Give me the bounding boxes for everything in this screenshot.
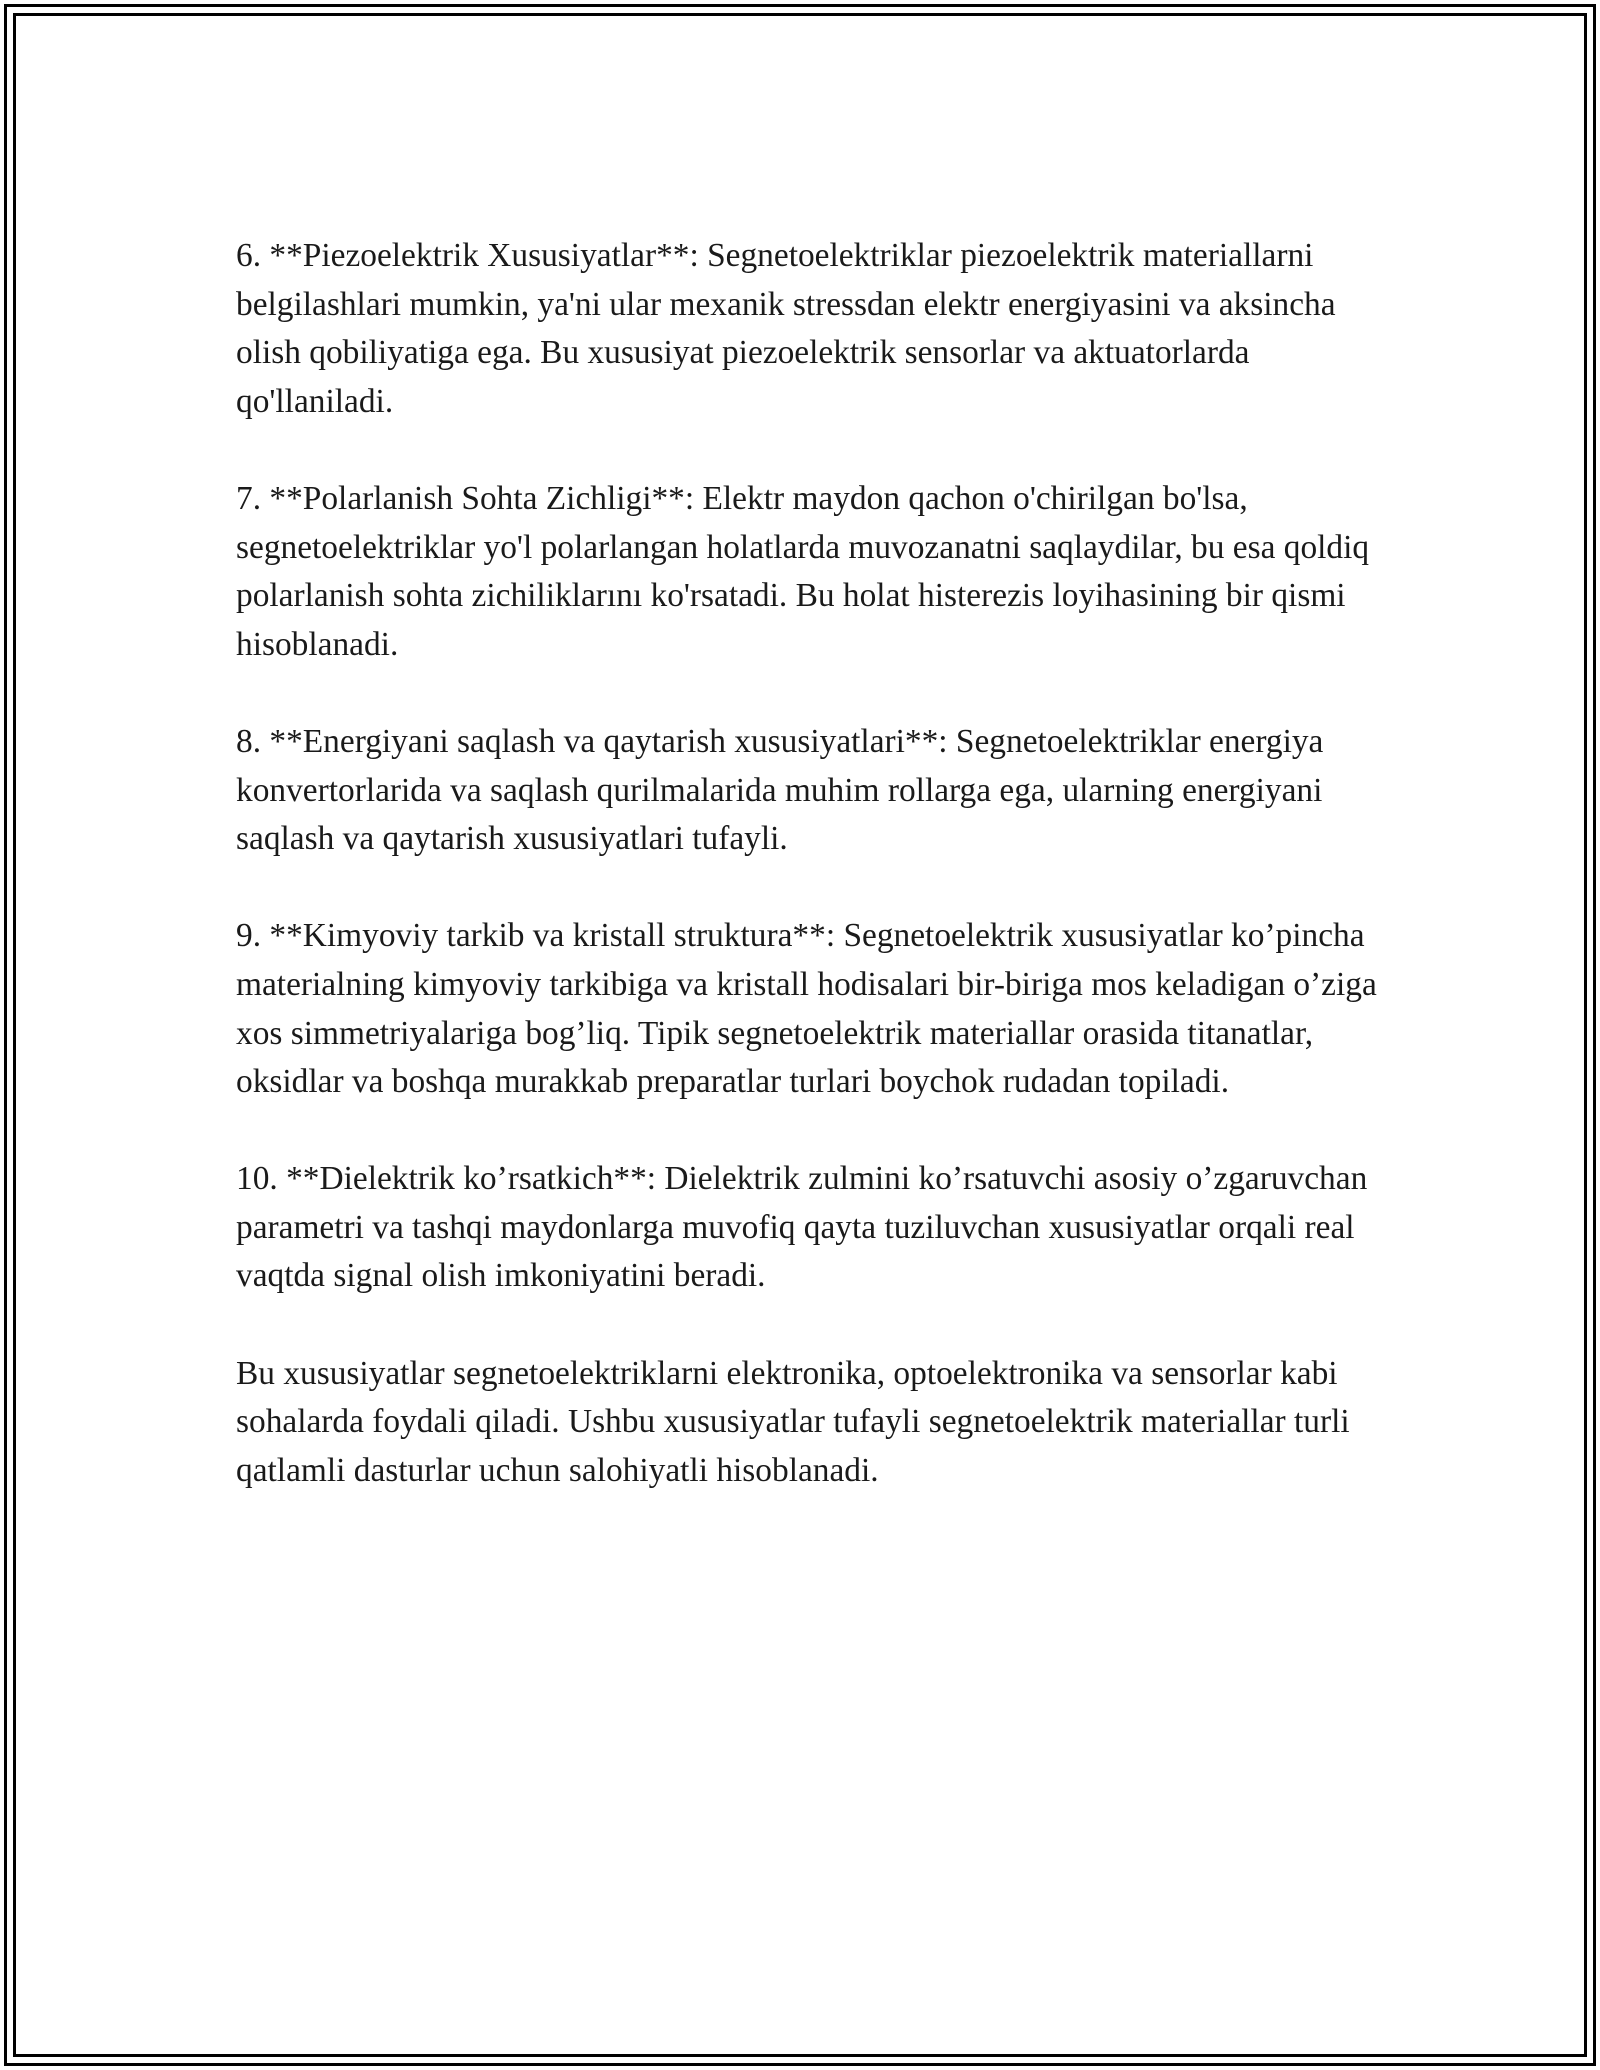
- document-body: [236, 232, 1386, 1544]
- paragraph-item-6: 6. **Piezoelektrik Xususiyatlar**: Segnetoelektriklar piezoelektrik materiallarni belgilashlari mumkin, ya'ni ular mexanik stressdan elektr energiyasini va aksincha olish qobiliyatiga ega. Bu xususiyat piezoelektrik sensorlar va aktuatorlarda qo'llaniladi.: [236, 237, 1336, 420]
- paragraph-item-10: 10. **Dielektrik ko’rsatkich**: Dielektrik zulmini ko’rsatuvchi asosiy o’zgaruvchan parametri va tashqi maydonlarga muvofiq qayta tuziluvchan xususiyatlar orqali real vaqtda signal olish imkoniyatini beradi.: [236, 1160, 1368, 1295]
- paragraph-item-9: 9. **Kimyoviy tarkib va kristall struktura**: Segnetoelektrik xususiyatlar ko’pincha materialning kimyoviy tarkibiga va kristall hodisalari bir-biriga mos keladigan o’ziga xos simmetriyalariga bog’liq. Tipik segnetoelektrik materiallar orasida titanatlar, oksidlar va boshqa murakkab preparatlar turlari boychok rudadan topiladi.: [236, 917, 1377, 1101]
- paragraph-summary: Bu xususiyatlar segnetoelektriklarni elektronika, optoelektronika va sensorlar kabi sohalarda foydali qiladi. Ushbu xususiyatlar tufayli segnetoelektrik materiallar turli qatlamli dasturlar uchun salohiyatli hisoblanadi.: [236, 1354, 1350, 1489]
- paragraph-item-8: 8. **Energiyani saqlash va qaytarish xususiyatlari**: Segnetoelektriklar energiya konvertorlarida va saqlash qurilmalarida muhim rollarga ega, ularning energiyani saqlash va qaytarish xususiyatlari tufayli.: [236, 722, 1324, 858]
- paragraph-item-7: 7. **Polarlanish Sohta Zichligi**: Elektr maydon qachon o'chirilgan bo'lsa, segnetoelektriklar yo'l polarlangan holatlarda muvozanatni saqlaydilar, bu esa qoldiq polarlanish sohta zichiliklarını ko'rsatadi. Bu holat histerezis loyihasining bir qismi hisoblanadi.: [236, 479, 1370, 663]
